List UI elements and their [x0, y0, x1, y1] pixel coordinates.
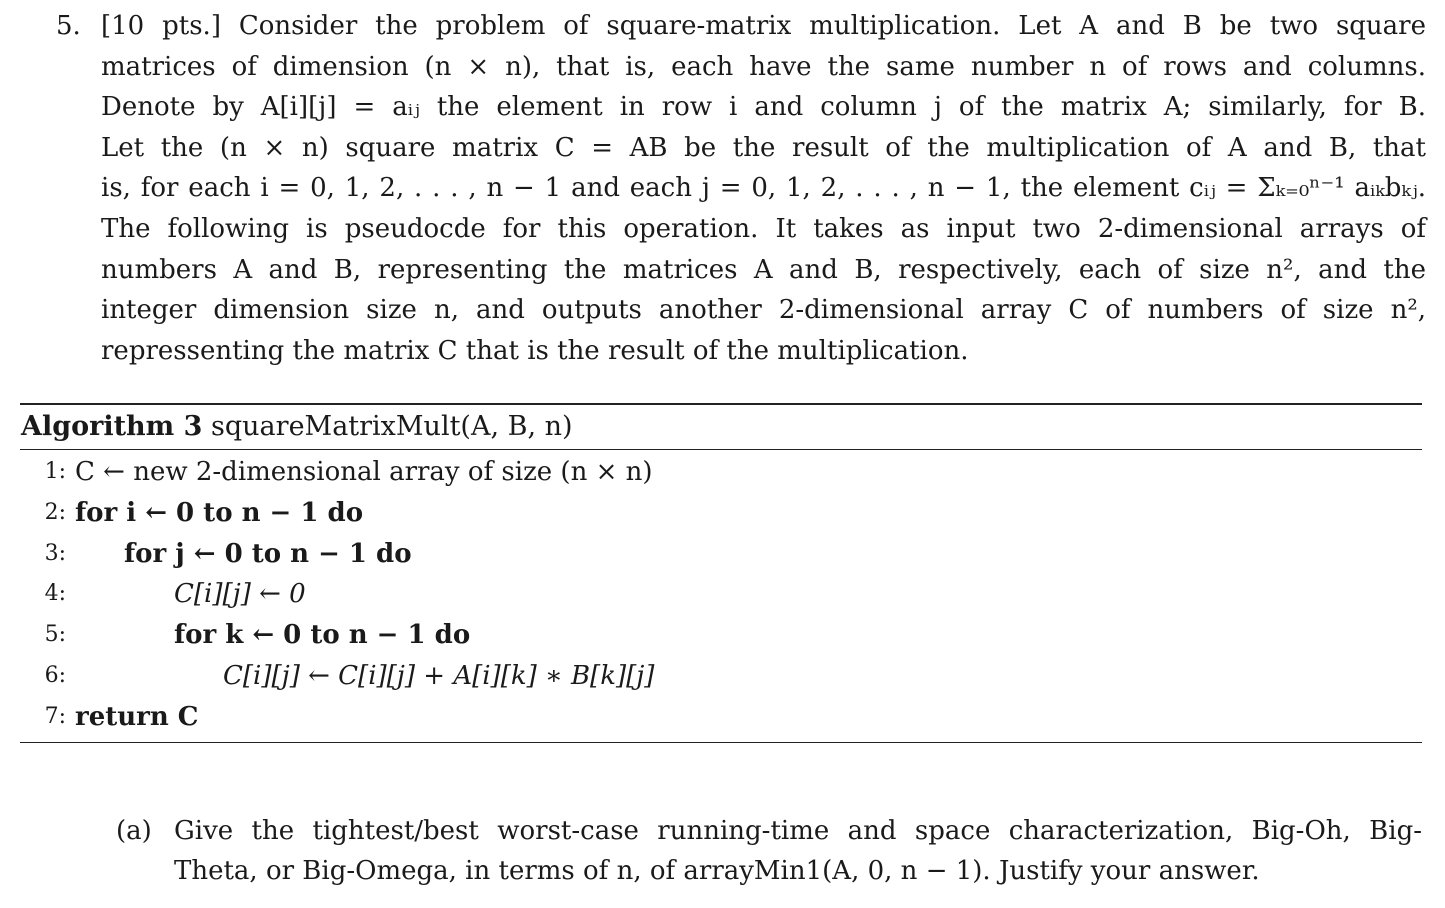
- part-label: (a): [116, 816, 152, 846]
- algorithm-bottom-rule: [20, 742, 1422, 743]
- algorithm-line: [20, 452, 1422, 493]
- problem-number: 5.: [56, 11, 81, 41]
- line-number: 5:: [44, 622, 66, 648]
- algorithm-line: [20, 493, 1422, 534]
- line-number: 2:: [44, 499, 66, 525]
- line-code: return C: [75, 701, 199, 732]
- line-number: 3:: [44, 540, 66, 566]
- problem-line: numbers A and B, representing the matrices A and B, respectively, each of size n², and the: [101, 254, 1426, 285]
- part-line: Theta, or Big-Omega, in terms of n, of arrayMin1(A, 0, n − 1). Justify your answer.: [174, 856, 1260, 886]
- algorithm-line: [20, 656, 1422, 697]
- problem-line: matrices of dimension (n × n), that is, each have the same number n of rows and columns.: [101, 51, 1426, 82]
- problem-line: Denote by A[i][j] = aᵢⱼ the element in row i and column j of the matrix A; similarly, for B.: [101, 92, 1426, 123]
- algorithm-line: [20, 615, 1422, 656]
- algorithm-name: squareMatrixMult(A, B, n): [211, 411, 573, 442]
- line-code: for j ← 0 to n − 1 do: [124, 538, 412, 569]
- algorithm-label: Algorithm 3: [21, 411, 203, 442]
- problem-line: Let the (n × n) square matrix C = AB be the result of the multiplication of A and B, that: [101, 132, 1426, 163]
- problem-5: [56, 6, 1426, 371]
- line-number: 6:: [44, 662, 66, 688]
- algorithm-body: [20, 450, 1422, 742]
- algorithm-line: [20, 534, 1422, 575]
- problem-line: The following is pseudocde for this operation. It takes as input two 2-dimensional arrays of: [101, 213, 1426, 244]
- problem-line: [10 pts.] Consider the problem of square-matrix multiplication. Let A and B be two square: [101, 11, 1426, 41]
- part-a: [116, 811, 1422, 891]
- line-number: 1:: [44, 459, 66, 484]
- algorithm-line: [20, 574, 1422, 615]
- line-code: C ← new 2-dimensional array of size (n × n): [75, 457, 653, 487]
- line-code: C[i][j] ← 0: [174, 579, 306, 610]
- line-number: 7:: [44, 703, 66, 729]
- problem-line: is, for each i = 0, 1, 2, . . . , n − 1 and each j = 0, 1, 2, . . . , n − 1, the element cᵢⱼ = Σₖ₌₀ⁿ⁻¹ aᵢₖbₖⱼ.: [101, 173, 1426, 204]
- line-number: 4:: [44, 581, 66, 607]
- line-code: C[i][j] ← C[i][j] + A[i][k] ∗ B[k][j]: [223, 660, 655, 691]
- algorithm-line: [20, 697, 1422, 738]
- line-code: for k ← 0 to n − 1 do: [174, 620, 471, 651]
- algorithm-box: [20, 403, 1422, 743]
- problem-statement: [101, 6, 1426, 371]
- line-code: for i ← 0 to n − 1 do: [75, 497, 364, 528]
- part-line: Give the tightest/best worst-case running-time and space characterization, Big-Oh, Big-: [174, 816, 1422, 846]
- part-question: [174, 811, 1422, 891]
- algorithm-caption: [20, 405, 1422, 449]
- problem-line: repressenting the matrix C that is the result of the multiplication.: [101, 335, 969, 366]
- problem-line: integer dimension size n, and outputs another 2-dimensional array C of numbers of size n²,: [101, 295, 1426, 326]
